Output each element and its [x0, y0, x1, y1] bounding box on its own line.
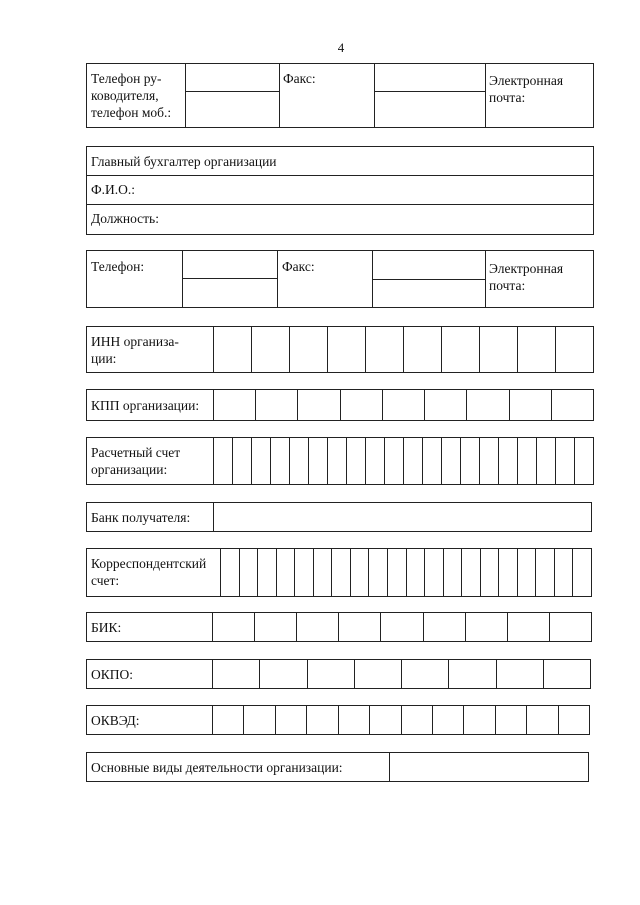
digit-cell[interactable] — [354, 660, 401, 688]
digit-cell[interactable] — [255, 390, 297, 420]
digit-cell[interactable] — [498, 549, 517, 596]
head-email-label-line2: почта: — [489, 90, 526, 105]
digit-cell[interactable] — [289, 438, 308, 484]
digit-cell[interactable] — [461, 549, 480, 596]
activities-row — [86, 752, 589, 782]
digit-cell[interactable] — [507, 613, 549, 641]
digit-cell[interactable] — [463, 706, 494, 734]
digit-cell[interactable] — [496, 660, 543, 688]
digit-cell[interactable] — [498, 438, 517, 484]
head-fax-field-2[interactable] — [375, 92, 485, 128]
digit-cell[interactable] — [535, 549, 554, 596]
digit-cell[interactable] — [270, 438, 289, 484]
bik-row — [86, 612, 592, 642]
inn-digit-grid[interactable] — [213, 327, 593, 372]
kpp-digit-grid[interactable] — [213, 390, 593, 420]
bank-label: Банк получателя: — [91, 510, 191, 525]
digit-cell[interactable] — [424, 549, 443, 596]
inn-label-line2: ции: — [91, 351, 117, 366]
digit-cell[interactable] — [384, 438, 403, 484]
acc-phone-field-2[interactable] — [183, 279, 277, 308]
digit-cell[interactable] — [574, 438, 593, 484]
head-fax-label: Факс: — [283, 71, 316, 86]
digit-cell[interactable] — [297, 390, 339, 420]
kpp-row — [86, 389, 594, 421]
digit-cell[interactable] — [213, 438, 232, 484]
acc-email-label-line1: Электронная — [489, 261, 564, 276]
digit-cell[interactable] — [338, 613, 380, 641]
acc-phone-label: Телефон: — [91, 259, 145, 274]
digit-cell[interactable] — [480, 549, 499, 596]
digit-cell[interactable] — [572, 549, 591, 596]
digit-cell[interactable] — [401, 660, 448, 688]
digit-cell[interactable] — [558, 706, 589, 734]
acc-phone-field-1[interactable] — [183, 251, 277, 279]
digit-cell[interactable] — [555, 438, 574, 484]
digit-cell[interactable] — [460, 438, 479, 484]
corr-label-line1: Корреспондентский — [91, 556, 207, 571]
digit-cell[interactable] — [441, 327, 479, 372]
kpp-label: КПП организации: — [91, 398, 200, 413]
digit-cell[interactable] — [307, 660, 354, 688]
digit-cell[interactable] — [406, 549, 425, 596]
digit-cell[interactable] — [369, 706, 400, 734]
digit-cell[interactable] — [259, 660, 306, 688]
accountant-table — [86, 146, 594, 235]
digit-cell[interactable] — [327, 327, 365, 372]
account-label-line2: организации: — [91, 462, 168, 477]
digit-cell[interactable] — [422, 438, 441, 484]
accountant-fio-label: Ф.И.О.: — [91, 182, 136, 197]
activities-label: Основные виды деятельности организации: — [91, 760, 343, 775]
acc-fax-field-2[interactable] — [373, 280, 485, 308]
digit-cell[interactable] — [308, 438, 327, 484]
digit-cell[interactable] — [368, 549, 387, 596]
account-label-line1: Расчетный счет — [91, 445, 181, 460]
digit-cell[interactable] — [340, 390, 382, 420]
accountant-position-label: Должность: — [91, 211, 159, 226]
digit-cell[interactable] — [403, 438, 422, 484]
page-number: 4 — [337, 40, 345, 55]
activities-field[interactable] — [390, 753, 588, 781]
digit-cell[interactable] — [495, 706, 526, 734]
digit-cell[interactable] — [401, 706, 432, 734]
digit-cell[interactable] — [554, 549, 573, 596]
digit-cell[interactable] — [382, 390, 424, 420]
digit-cell[interactable] — [443, 549, 462, 596]
inn-label-line1: ИНН организа- — [91, 334, 179, 349]
digit-cell[interactable] — [338, 706, 369, 734]
digit-cell[interactable] — [536, 438, 555, 484]
digit-cell[interactable] — [465, 613, 507, 641]
digit-cell[interactable] — [313, 549, 332, 596]
head-fax-field-1[interactable] — [375, 64, 485, 92]
digit-cell[interactable] — [441, 438, 460, 484]
head-phone-label-line2: ководителя, — [91, 88, 159, 103]
digit-cell[interactable] — [479, 438, 498, 484]
digit-cell[interactable] — [346, 438, 365, 484]
digit-cell[interactable] — [251, 438, 270, 484]
digit-cell[interactable] — [254, 613, 296, 641]
digit-cell[interactable] — [423, 613, 465, 641]
digit-cell[interactable] — [232, 438, 251, 484]
account-row — [86, 437, 594, 485]
bik-label: БИК: — [91, 620, 122, 635]
digit-cell[interactable] — [251, 327, 289, 372]
okved-row — [86, 705, 590, 735]
digit-cell[interactable] — [257, 549, 276, 596]
digit-cell[interactable] — [213, 327, 251, 372]
digit-cell[interactable] — [403, 327, 441, 372]
digit-cell[interactable] — [365, 438, 384, 484]
corr-label-line2: счет: — [91, 573, 120, 588]
inn-row — [86, 326, 594, 373]
head-phone-field-1[interactable] — [186, 64, 279, 92]
digit-cell[interactable] — [212, 706, 243, 734]
digit-cell[interactable] — [466, 390, 508, 420]
okpo-row — [86, 659, 591, 689]
digit-cell[interactable] — [220, 549, 239, 596]
digit-cell[interactable] — [213, 390, 255, 420]
digit-cell[interactable] — [551, 390, 593, 420]
digit-cell[interactable] — [526, 706, 557, 734]
digit-cell[interactable] — [517, 438, 536, 484]
acc-fax-label: Факс: — [282, 259, 315, 274]
account-digit-grid[interactable] — [213, 438, 593, 484]
digit-cell[interactable] — [327, 438, 346, 484]
digit-cell[interactable] — [239, 549, 258, 596]
acc-email-label-line2: почта: — [489, 278, 526, 293]
okpo-label: ОКПО: — [91, 667, 134, 682]
accountant-title: Главный бухгалтер организации — [91, 154, 277, 169]
digit-cell[interactable] — [509, 390, 551, 420]
head-email-label-line1: Электронная — [489, 73, 564, 88]
okpo-digit-grid[interactable] — [212, 660, 590, 688]
digit-cell[interactable] — [212, 613, 254, 641]
digit-cell[interactable] — [380, 613, 422, 641]
bik-digit-grid[interactable] — [212, 613, 591, 641]
corr-digit-grid[interactable] — [220, 549, 591, 596]
digit-cell[interactable] — [517, 327, 555, 372]
digit-cell[interactable] — [275, 706, 306, 734]
digit-cell[interactable] — [555, 327, 593, 372]
head-phone-label-line1: Телефон ру- — [91, 71, 162, 86]
acc-fax-field-1[interactable] — [373, 251, 485, 280]
digit-cell[interactable] — [212, 660, 259, 688]
digit-cell[interactable] — [387, 549, 406, 596]
digit-cell[interactable] — [289, 327, 327, 372]
digit-cell[interactable] — [306, 706, 337, 734]
okved-digit-grid[interactable] — [212, 706, 589, 734]
head-contacts-table — [86, 63, 594, 128]
digit-cell[interactable] — [243, 706, 274, 734]
digit-cell[interactable] — [543, 660, 590, 688]
digit-cell[interactable] — [432, 706, 463, 734]
head-phone-label-line3: телефон моб.: — [91, 105, 172, 120]
digit-cell[interactable] — [517, 549, 536, 596]
digit-cell[interactable] — [365, 327, 403, 372]
digit-cell[interactable] — [549, 613, 591, 641]
digit-cell[interactable] — [294, 549, 313, 596]
okved-label: ОКВЭД: — [91, 713, 140, 728]
accountant-contacts-table — [86, 250, 594, 308]
digit-cell[interactable] — [424, 390, 466, 420]
corr-row — [86, 548, 592, 597]
digit-cell[interactable] — [331, 549, 350, 596]
bank-row — [86, 502, 592, 532]
digit-cell[interactable] — [448, 660, 495, 688]
digit-cell[interactable] — [276, 549, 295, 596]
digit-cell[interactable] — [479, 327, 517, 372]
head-phone-field-2[interactable] — [186, 92, 279, 128]
digit-cell[interactable] — [296, 613, 338, 641]
bank-field[interactable] — [214, 503, 591, 531]
digit-cell[interactable] — [350, 549, 369, 596]
